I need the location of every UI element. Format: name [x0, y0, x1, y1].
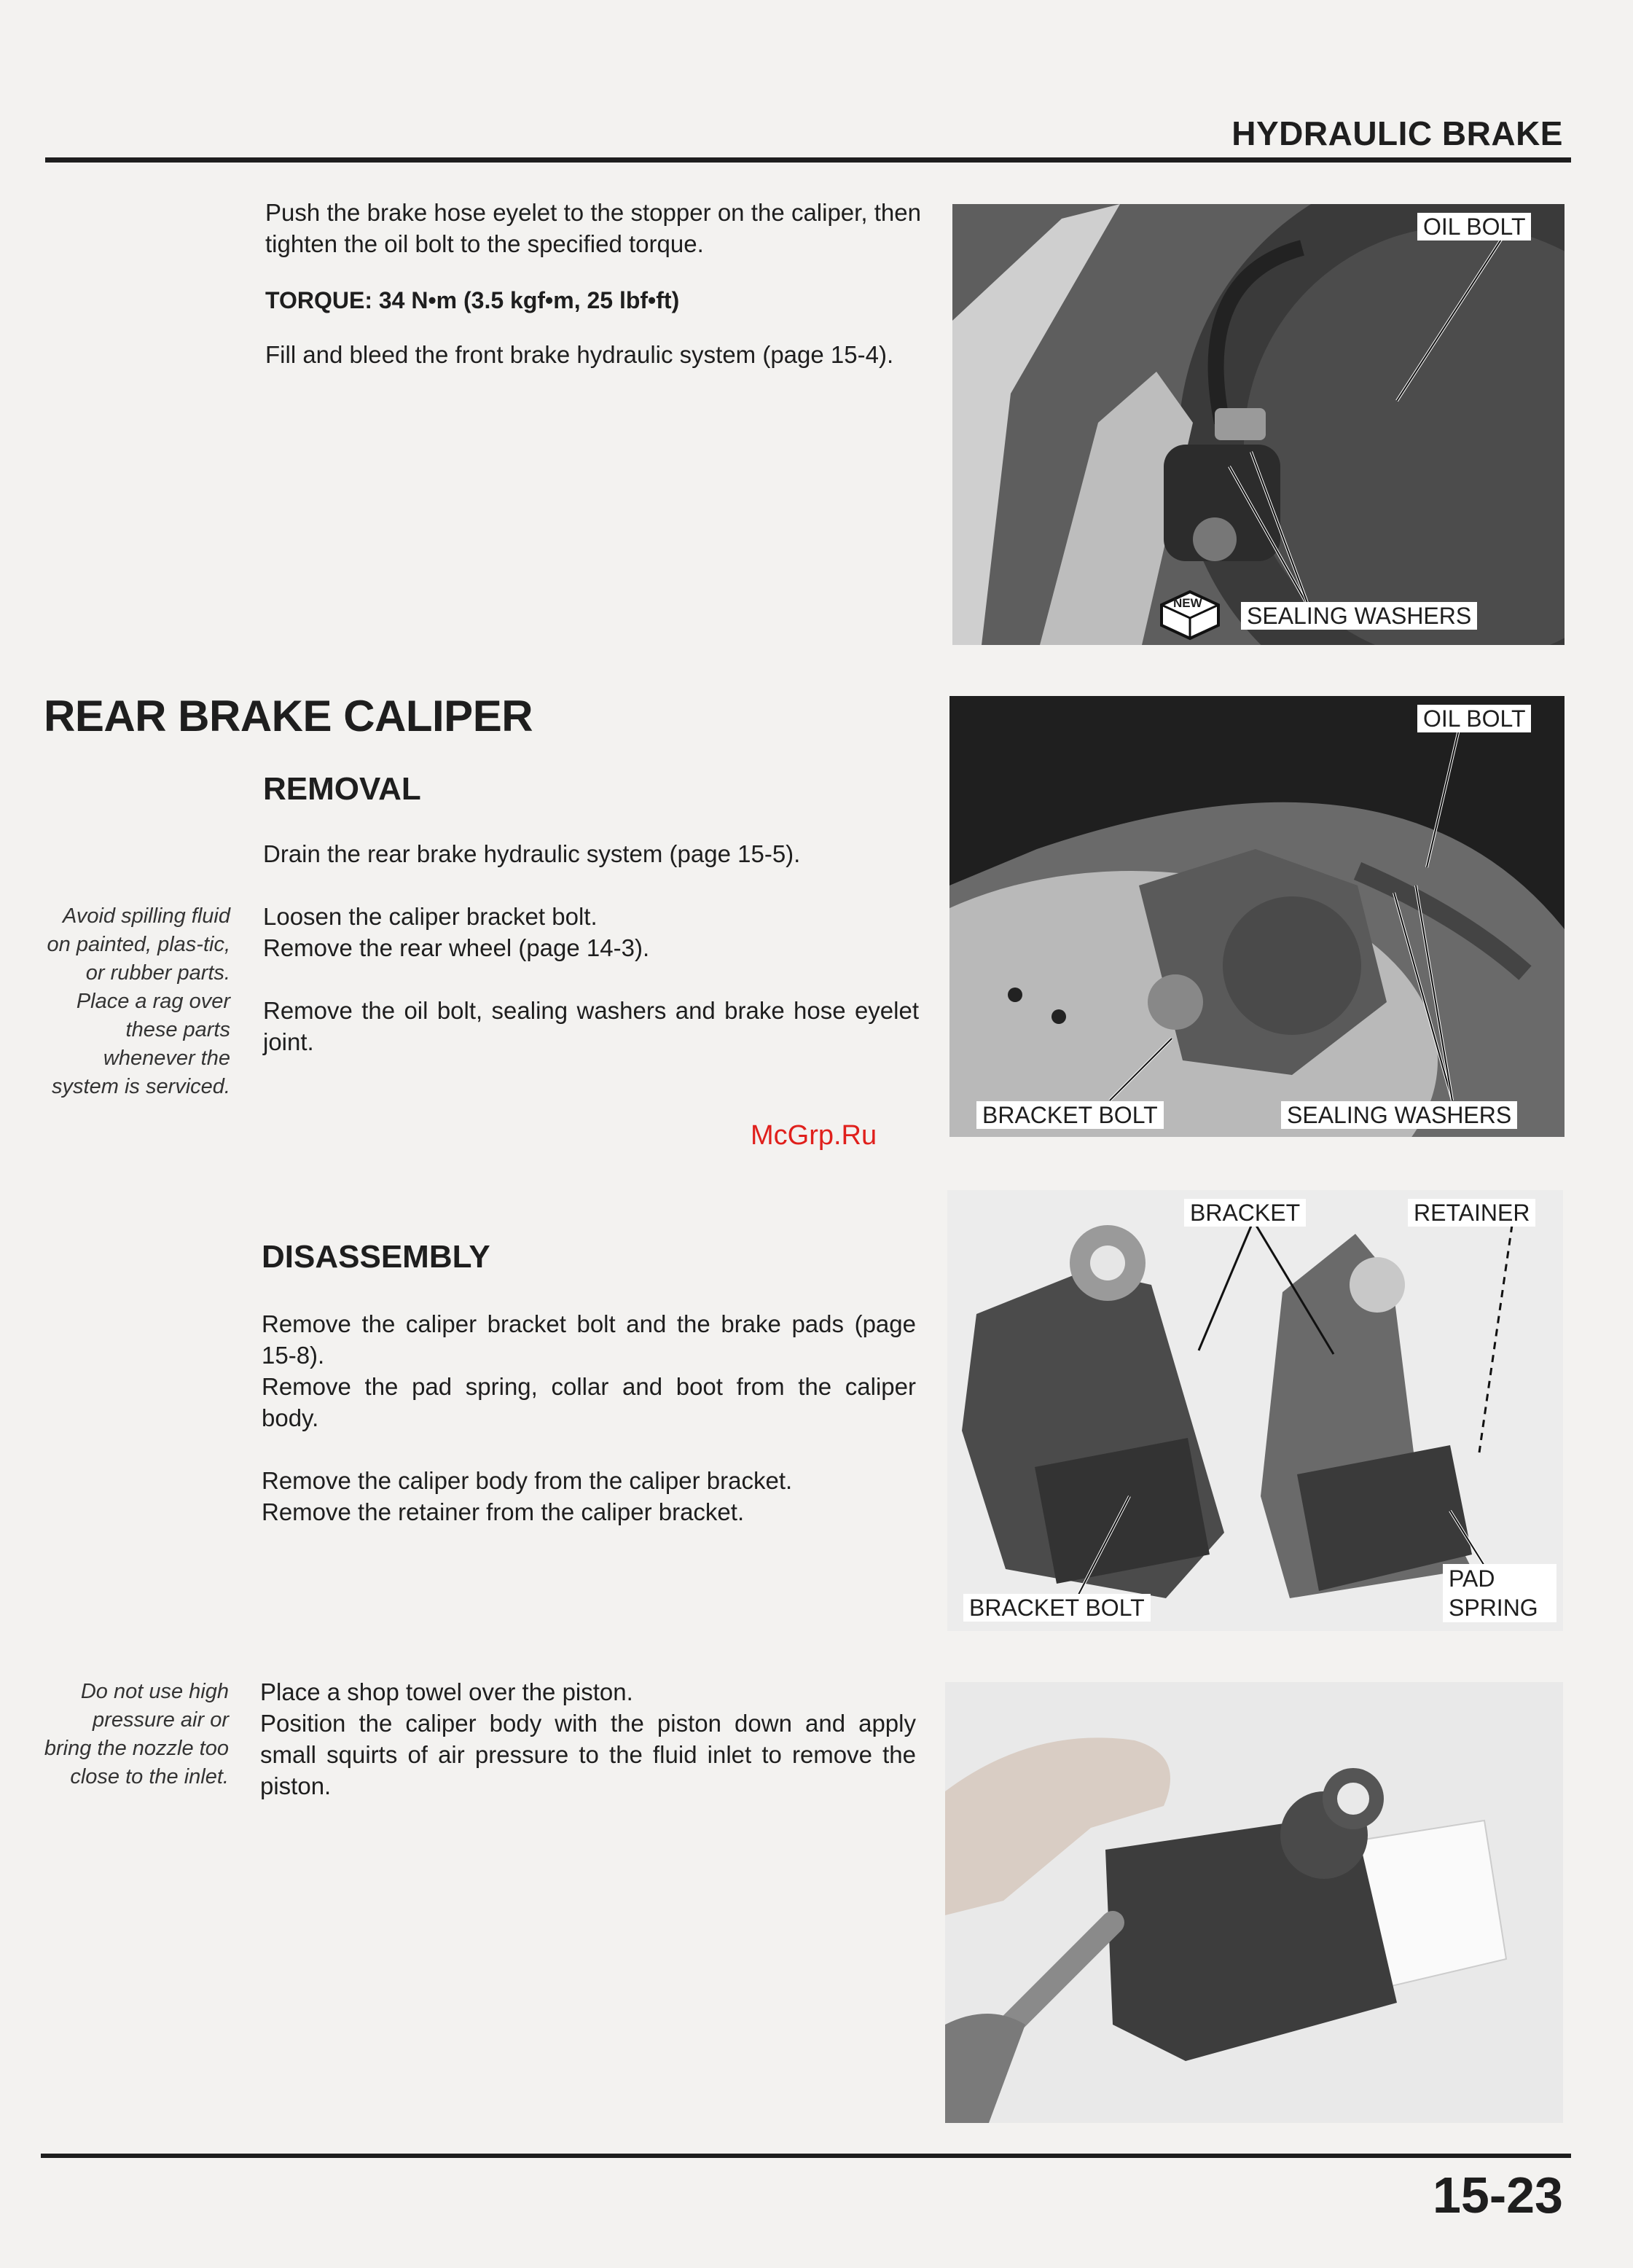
disassembly-step-spring: Remove the pad spring, collar and boot from the caliper body.	[262, 1373, 916, 1431]
header-rule	[45, 157, 1571, 163]
piston-step-air: Position the caliper body with the piston down and apply small squirts of air pressure to the fluid inlet to remove the piston.	[260, 1710, 916, 1799]
new-badge-text: NEW	[1173, 596, 1202, 610]
new-part-icon	[1157, 589, 1223, 641]
bracket-bolt-label-rear: BRACKET BOLT	[976, 1101, 1164, 1129]
figure1-leader-lines	[952, 204, 1565, 645]
sealing-washers-label-rear: SEALING WASHERS	[1281, 1101, 1517, 1129]
removal-caution-note: Avoid spilling fluid on painted, plas-tic, or rubber parts. Place a rag over these parts whenever the system is serviced.	[47, 904, 230, 1098]
piston-removal-photo	[945, 1682, 1563, 2123]
disassembly-block	[262, 1308, 916, 1528]
figure2-leader-lines	[949, 696, 1565, 1137]
disassembly-step-body: Remove the caliper body from the caliper bracket.	[262, 1467, 793, 1494]
intro-paragraph: Push the brake hose eyelet to the stopper on the caliper, then tighten the oil bolt to the specified torque.	[265, 199, 921, 257]
bracket-bolt-label-disassembly: BRACKET BOLT	[963, 1594, 1151, 1622]
removal-step-loosen: Loosen the caliper bracket bolt.	[263, 903, 598, 930]
piston-step-towel: Place a shop towel over the piston.	[260, 1678, 633, 1705]
sealing-washers-label-front: SEALING WASHERS	[1241, 602, 1477, 630]
retainer-label: RETAINER	[1408, 1199, 1535, 1227]
removal-heading: REMOVAL	[263, 771, 421, 807]
disassembly-heading: DISASSEMBLY	[262, 1239, 490, 1275]
oil-bolt-label-rear: OIL BOLT	[1417, 705, 1531, 732]
removal-step-drain: Drain the rear brake hydraulic system (page 15-5).	[263, 840, 801, 867]
watermark: McGrp.Ru	[751, 1120, 877, 1151]
bracket-label: BRACKET	[1184, 1199, 1306, 1227]
oil-bolt-label-front: OIL BOLT	[1417, 213, 1531, 241]
intro-block	[265, 197, 921, 370]
page-number: 15-23	[1432, 2167, 1563, 2224]
piston-caution-note: Do not use high pressure air or bring the nozzle too close to the inlet.	[44, 1680, 229, 1788]
removal-step-oil-bolt: Remove the oil bolt, sealing washers and brake hose eyelet joint.	[263, 997, 919, 1055]
removal-step-wheel: Remove the rear wheel (page 14-3).	[263, 934, 650, 961]
torque-spec: TORQUE: 34 N•m (3.5 kgf•m, 25 lbf•ft)	[265, 287, 680, 313]
pad-spring-label: PAD SPRING	[1443, 1564, 1556, 1622]
section-title: REAR BRAKE CALIPER	[44, 692, 533, 740]
running-header: HYDRAULIC BRAKE	[1231, 114, 1563, 152]
piston-block	[260, 1676, 916, 1802]
disassembly-step-pads: Remove the caliper bracket bolt and the brake pads (page 15-8).	[262, 1310, 916, 1369]
bleed-instruction: Fill and bleed the front brake hydraulic system (page 15-4).	[265, 341, 894, 368]
disassembly-step-retainer: Remove the retainer from the caliper bracket.	[262, 1498, 745, 1525]
footer-rule	[41, 2154, 1571, 2158]
